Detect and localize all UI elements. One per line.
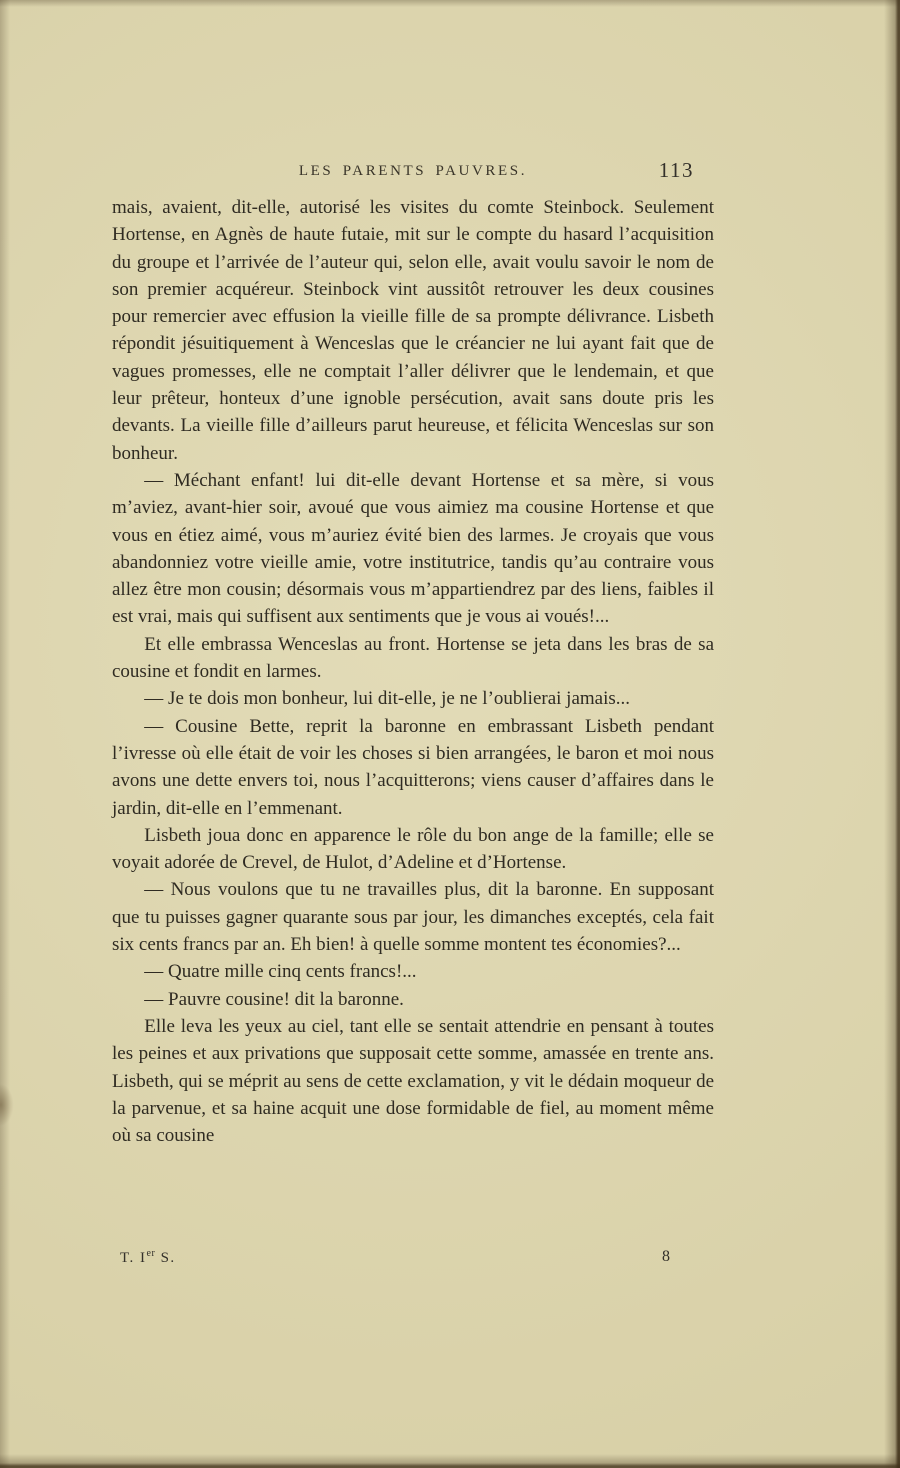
text-block [112,158,714,1149]
body-text [112,194,714,1149]
paragraph: — Pauvre cousine! dit la baronne. [144,988,404,1010]
volume-signature-superscript: er [146,1248,156,1259]
volume-signature-prefix: T. I [120,1250,147,1266]
paragraph: Lisbeth joua donc en apparence le rôle du bon ange de la famille; elle se voyait adorée de Crevel, de Hulot, d’Adeline et d’Hortense. [112,824,714,874]
paragraph: — Méchant enfant! lui dit-elle devant Hortense et sa mère, si vous m’aviez, avant-hier soir, avoué que vous aimiez ma cousine Hortense et que vous en étiez aimé, vous m’auriez évité bien des larmes. Je croyais que vous abandonniez votre vieille amie, votre institutrice, tandis qu’au contraire vous allez être mon cousin; désormais vous m’appartiendrez par des liens, faibles il est vrai, mais qui suffisent aux sentiments que je vous ai voués!... [112,469,714,628]
paragraph: mais, avaient, dit-elle, autorisé les visites du comte Steinbock. Seulement Hortense, en Agnès de haute futaie, mit sur le compte du hasard l’acquisition du groupe et l’arrivée de l’auteur qui, selon elle, avait voulu savoir le nom de son premier acquéreur. Steinbock vint aussitôt retrouver les deux cousines pour remercier avec effusion la vieille fille de sa prompte délivrance. Lisbeth répondit jésuitiquement à Wenceslas que le créancier ne lui ayant fait que de vagues promesses, elle ne comptait l’aller délivrer que le lendemain, et que leur prêteur, honteux d’une ignoble persécution, avait sans doute pris les devants. La vieille fille d’ailleurs parut heureuse, et félicita Wenceslas sur son bonheur. [112,197,714,464]
paragraph: — Cousine Bette, reprit la baronne en embrassant Lisbeth pendant l’ivresse où elle était de voir les choses si bien arrangées, le baron et moi nous avons une dette envers toi, nous l’acquitterons; viens causer d’affaires dans le jardin, dit-elle en l’emmenant. [112,715,714,819]
paragraph: — Nous voulons que tu ne travailles plus, dit la baronne. En supposant que tu puisses gagner quarante sous par jour, les dimanches exceptés, cela fait six cents francs par an. Eh bien! à quelle somme montent tes économies?... [112,879,714,956]
paragraph: Et elle embrassa Wenceslas au front. Hortense se jeta dans les bras de sa cousine et fondit en larmes. [112,633,714,683]
volume-signature [120,1248,176,1267]
running-header-title: LES PARENTS PAUVRES. [298,163,528,179]
signature-mark: 8 [662,1248,670,1265]
page-number: 113 [658,158,694,182]
volume-signature-suffix: S. [155,1250,176,1266]
paragraph: — Quatre mille cinq cents francs!... [144,961,417,983]
page-footer [112,1248,714,1270]
paragraph: — Je te dois mon bonheur, lui dit-elle, je ne l’oublierai jamais... [144,688,631,710]
paragraph: Elle leva les yeux au ciel, tant elle se sentait attendrie en pensant à toutes les peines et aux privations que supposait cette somme, amassée en trente ans. Lisbeth, qui se méprit au sens de cette exclamation, y vit le dédain moqueur de la parvenue, et sa haine acquit une dose formidable de fiel, au moment même où sa cousine [112,1015,714,1147]
running-header [112,158,714,185]
